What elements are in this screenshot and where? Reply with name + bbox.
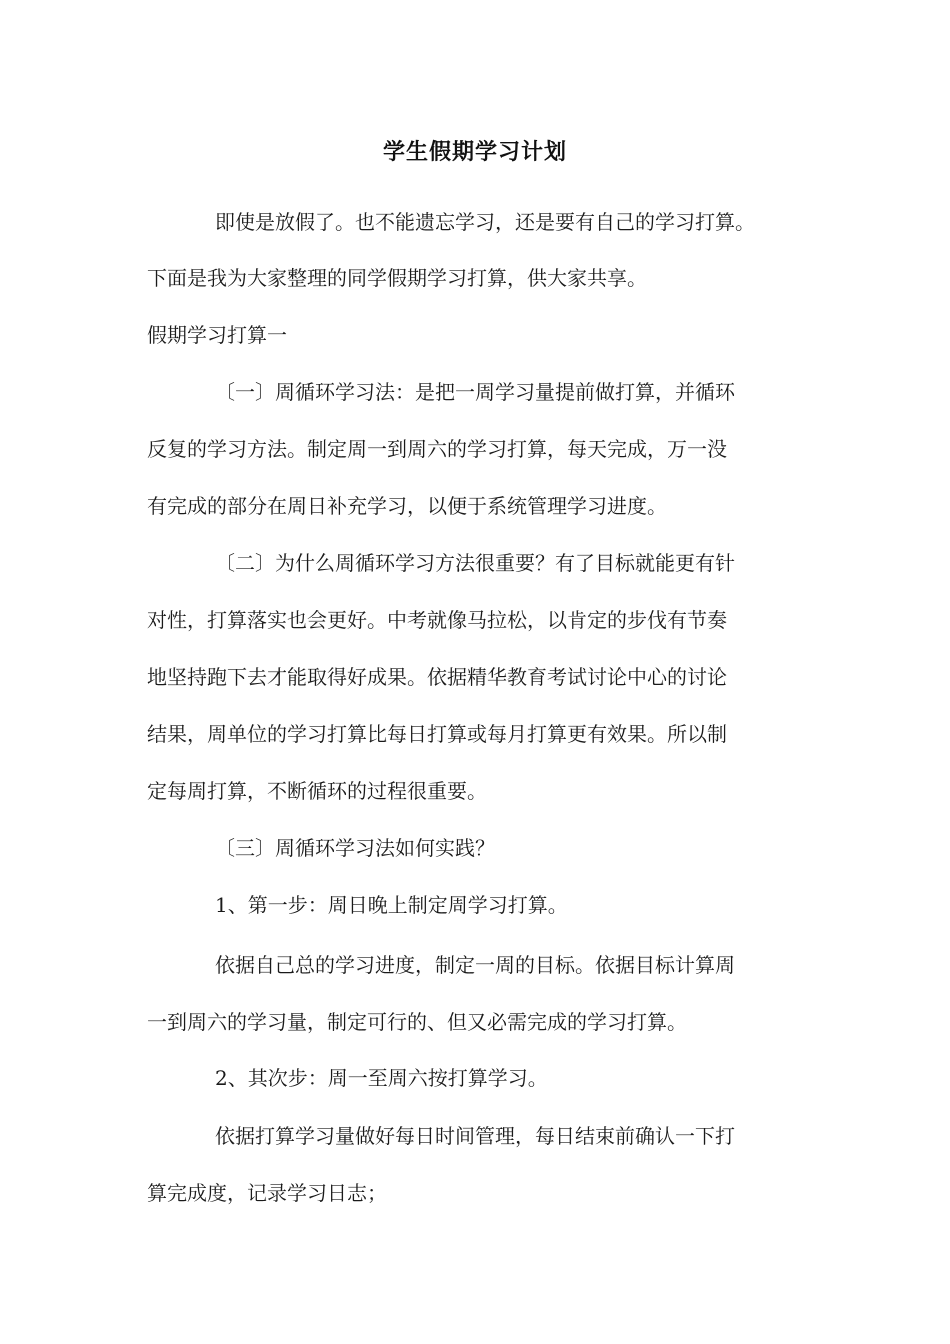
paragraph-line: 结果，周单位的学习打算比每日打算或每月打算更有效果。所以制 [147,722,727,746]
paragraph-line: 〔二〕为什么周循环学习方法很重要？有了目标就能更有针 [215,551,735,575]
paragraph-line: 算完成度，记录学习日志； [147,1181,387,1205]
paragraph-line: 依据打算学习量做好每日时间管理，每日结束前确认一下打 [215,1124,735,1148]
paragraph-line: 〔三〕周循环学习法如何实践？ [215,836,495,860]
paragraph-line: 依据自己总的学习进度，制定一周的目标。依据目标计算周 [215,953,735,977]
paragraph-line: 定每周打算，不断循环的过程很重要。 [147,779,487,803]
step-heading: 1、第一步：周日晚上制定周学习打算。 [215,893,568,917]
paragraph-line: 一到周六的学习量，制定可行的、但又必需完成的学习打算。 [147,1010,687,1034]
paragraph-line: 反复的学习方法。制定周一到周六的学习打算，每天完成，万一没 [147,437,727,461]
paragraph-line: 有完成的部分在周日补充学习，以便于系统管理学习进度。 [147,494,667,518]
document-title: 学生假期学习计划 [382,140,567,165]
step-heading: 2、其次步：周一至周六按打算学习。 [215,1066,548,1090]
section-heading: 假期学习打算一 [147,323,287,347]
paragraph-line: 对性，打算落实也会更好。中考就像马拉松，以肯定的步伐有节奏 [147,608,727,632]
paragraph-line: 地坚持跑下去才能取得好成果。依据精华教育考试讨论中心的讨论 [147,665,727,689]
paragraph-line: 〔一〕周循环学习法：是把一周学习量提前做打算，并循环 [215,380,735,404]
paragraph-line: 即使是放假了。也不能遗忘学习，还是要有自己的学习打算。 [215,210,755,234]
paragraph-line: 下面是我为大家整理的同学假期学习打算，供大家共享。 [147,266,647,290]
